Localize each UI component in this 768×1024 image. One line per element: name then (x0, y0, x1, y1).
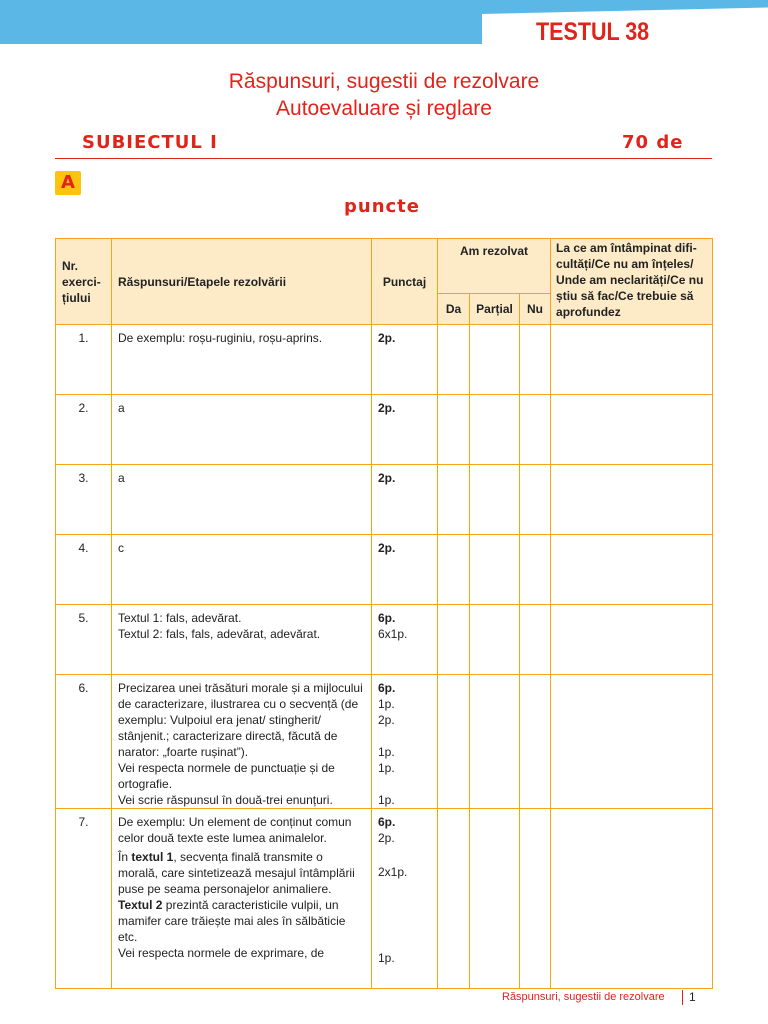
answer-cell (112, 465, 372, 535)
section-points: 70 de (622, 132, 684, 153)
answer-line: De exemplu: roșu-ruginiu, roșu-aprins. (118, 331, 323, 345)
section-divider (55, 158, 712, 159)
check-partial[interactable] (470, 675, 520, 809)
points-total: 2p. (378, 401, 396, 415)
answer-cell (112, 809, 372, 989)
points-cell (372, 535, 438, 605)
answer-cell (112, 605, 372, 675)
points-detail: 6x1p. (378, 627, 408, 641)
check-yes[interactable] (438, 465, 470, 535)
difficulties-cell[interactable] (551, 605, 713, 675)
answer-text-bold: textul 1 (131, 850, 174, 864)
answer-line: De exemplu: Un element de conținut comun celor două texte este lumea animalelor. (118, 815, 352, 845)
points-detail: 2x1p. (378, 865, 408, 879)
table-row (56, 465, 713, 535)
points-detail: 1p. (378, 793, 395, 807)
page-title: Răspunsuri, sugestii de rezolvare (228, 70, 540, 93)
points-cell (372, 325, 438, 395)
part-badge: A (55, 171, 81, 195)
footer-title: Răspunsuri, sugestii de rezolvare (502, 991, 665, 1003)
page-subtitle: Autoevaluare și reglare (276, 97, 492, 120)
points-cell (372, 809, 438, 989)
answer-line: Vei respecta normele de exprimare, de (118, 946, 325, 960)
answer-text: , secvența finală transmite o morală, care sintetizează mesajul întâmplării puse pe seama personajelor animaliere. (118, 850, 355, 896)
check-no[interactable] (520, 605, 551, 675)
exercise-number: 6. (56, 675, 112, 809)
check-yes[interactable] (438, 675, 470, 809)
header-nr: Nr. exerci-țiului (56, 239, 112, 325)
table-row (56, 395, 713, 465)
table-row (56, 675, 713, 809)
answer-text-bold: Textul 2 (118, 898, 163, 912)
answers-table (55, 238, 713, 989)
section-heading: SUBIECTUL I (82, 132, 218, 153)
exercise-number: 4. (56, 535, 112, 605)
check-partial[interactable] (470, 605, 520, 675)
points-detail: 2p. (378, 831, 395, 845)
table-row (56, 325, 713, 395)
answer-line (118, 849, 365, 945)
difficulties-cell[interactable] (551, 395, 713, 465)
check-partial[interactable] (470, 809, 520, 989)
points-spacer (378, 776, 431, 792)
header-solved: Am rezolvat (438, 239, 551, 294)
answer-line: Vei respecta normele de punctuație și de ortografie. (118, 761, 335, 791)
difficulties-cell[interactable] (551, 809, 713, 989)
answer-line: a (118, 471, 125, 485)
check-yes[interactable] (438, 809, 470, 989)
answer-cell (112, 325, 372, 395)
exercise-number: 5. (56, 605, 112, 675)
header-points: Punctaj (372, 239, 438, 325)
points-total: 2p. (378, 471, 396, 485)
header-no: Nu (520, 294, 551, 325)
check-yes[interactable] (438, 395, 470, 465)
check-partial[interactable] (470, 325, 520, 395)
answer-line: a (118, 401, 125, 415)
points-cell (372, 605, 438, 675)
header-partial: Parțial (470, 294, 520, 325)
section-points-continued: puncte (344, 196, 420, 217)
points-detail: 1p. (378, 951, 395, 965)
points-cell (372, 465, 438, 535)
answer-cell (112, 395, 372, 465)
check-no[interactable] (520, 465, 551, 535)
check-partial[interactable] (470, 465, 520, 535)
answer-cell (112, 675, 372, 809)
points-detail: 2p. (378, 713, 395, 727)
points-cell (372, 675, 438, 809)
table-row (56, 605, 713, 675)
table-row (56, 809, 713, 989)
check-yes[interactable] (438, 325, 470, 395)
header-yes: Da (438, 294, 470, 325)
difficulties-cell[interactable] (551, 535, 713, 605)
answer-text: prezintă caracteristicile vulpii, un mamifer care trăiește mai ales în sălbăticie etc. (118, 898, 346, 944)
exercise-number: 2. (56, 395, 112, 465)
answer-line: Textul 1: fals, adevărat. (118, 611, 242, 625)
check-no[interactable] (520, 535, 551, 605)
check-yes[interactable] (438, 535, 470, 605)
answer-line: Precizarea unei trăsături morale și a mijlocului de caracterizare, ilustrarea cu o secvență (de exemplu: Vulpoiul era jenat/ stingherit/ stânjenit.; caracterizare directă, făcută de narator: „foarte rușinat”). (118, 681, 363, 759)
answer-line: c (118, 541, 124, 555)
points-detail: 1p. (378, 761, 395, 775)
answer-line: Vei scrie răspunsul în două-trei enunțuri. (118, 793, 333, 807)
check-no[interactable] (520, 809, 551, 989)
points-total: 2p. (378, 331, 396, 345)
header-difficulties: La ce am întâmpinat difi-cultăți/Ce nu am înțeles/ Unde am neclarități/Ce nu știu să fac/Ce trebuie să aprofundez (551, 239, 713, 325)
check-no[interactable] (520, 325, 551, 395)
check-no[interactable] (520, 395, 551, 465)
page-number: 1 (689, 990, 696, 1004)
test-number-label: TESTUL 38 (536, 18, 650, 46)
points-total: 6p. (378, 611, 396, 625)
points-detail: 1p. (378, 745, 395, 759)
exercise-number: 1. (56, 325, 112, 395)
check-partial[interactable] (470, 535, 520, 605)
check-partial[interactable] (470, 395, 520, 465)
answer-cell (112, 535, 372, 605)
points-spacer (378, 728, 431, 744)
answer-text: În (118, 850, 132, 864)
difficulties-cell[interactable] (551, 675, 713, 809)
points-total: 6p. (378, 815, 396, 829)
points-detail: 1p. (378, 697, 395, 711)
header-answers: Răspunsuri/Etapele rezolvării (112, 239, 372, 325)
points-total: 6p. (378, 681, 396, 695)
points-total: 2p. (378, 541, 396, 555)
points-cell (372, 395, 438, 465)
difficulties-cell[interactable] (551, 325, 713, 395)
footer-divider (682, 990, 683, 1005)
check-yes[interactable] (438, 605, 470, 675)
exercise-number: 7. (56, 809, 112, 989)
check-no[interactable] (520, 675, 551, 809)
difficulties-cell[interactable] (551, 465, 713, 535)
answer-line: Textul 2: fals, fals, adevărat, adevărat. (118, 627, 321, 641)
table-row (56, 535, 713, 605)
exercise-number: 3. (56, 465, 112, 535)
